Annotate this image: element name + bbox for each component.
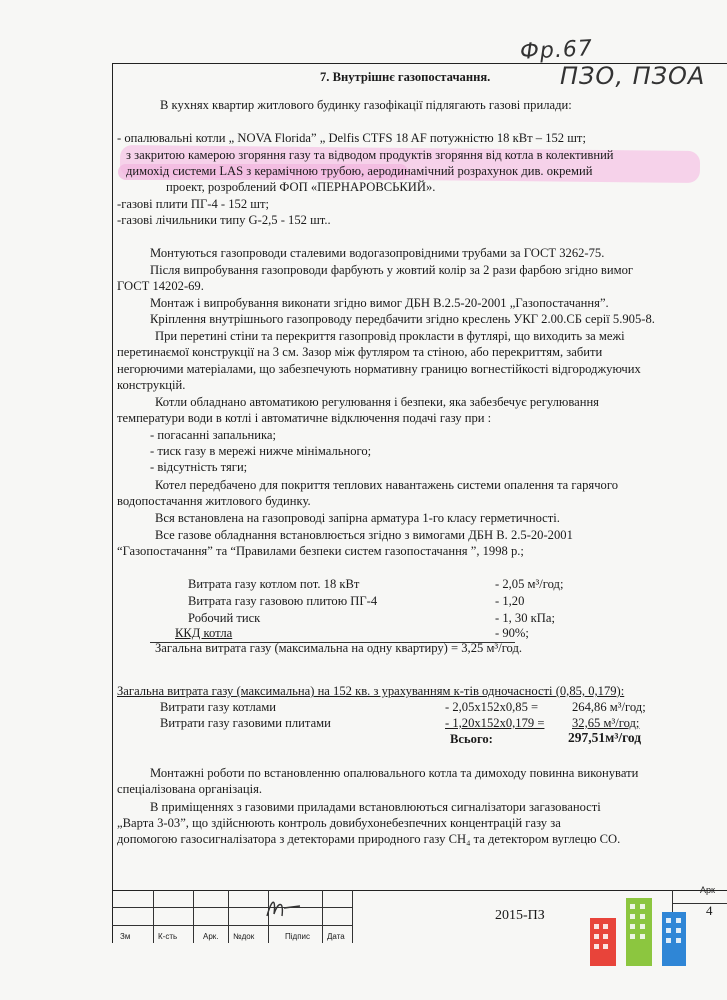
stamp-col-label: Зм (120, 932, 131, 941)
paragraph-line: Все газове обладнання встановлюється згідно з вимогами ДБН В. 2.5-20-2001 (155, 528, 573, 542)
buildings-logo-icon (590, 898, 686, 966)
consumption-label: ККД котла (175, 626, 233, 640)
total-result: 32,65 м³/год; (572, 716, 640, 730)
grand-total-value: 297,51м³/год (568, 730, 642, 745)
sheet-label: Арк (700, 885, 715, 895)
list-item: - погасанні запальника; (150, 428, 276, 442)
document-code: 2015-ПЗ (495, 908, 545, 923)
total-result: 264,86 м³/год; (572, 700, 646, 714)
closing-line: допомогою газосигналізатора з детекторами природного газу СН₄ та детектором вуглецю СО. (117, 832, 621, 846)
appliance-line: димохід системи LAS з керамічною трубою, аеродинамічний розрахунок див. окремий (126, 164, 593, 178)
paragraph-line: Котли обладнано автоматикою регулювання і безпеки, яка забезбечує регулювання (155, 395, 599, 409)
section-title: 7. Внутрішнє газопостачання. (320, 70, 491, 84)
total-formula: - 1,20х152х0,179 = (445, 716, 545, 730)
paragraph-line: Монтуються газопроводи сталевими водогазопровідними трубами за ГОСТ 3262-75. (150, 246, 605, 260)
paragraph-line: перетинаємої конструкції на 3 см. Зазор між футляром та стіною, або перекриттям, забити (117, 345, 603, 359)
appliance-line: - опалювальні котли „ NOVA Florida” „ Delfis CTFS 18 AF потужністю 18 кВт – 152 шт; (117, 131, 586, 145)
consumption-label: Витрата газу котлом пот. 18 кВт (188, 577, 360, 591)
appliance-line: з закритою камерою згоряння газу та відводом продуктів згоряння від котла в колективний (126, 148, 614, 162)
paragraph-line: Після випробування газопроводи фарбують у жовтий колір за 2 рази фарбою згідно вимог (150, 263, 634, 277)
consumption-label: Робочий тиск (188, 611, 261, 625)
paragraph-line: ГОСТ 14202-69. (117, 279, 204, 293)
paragraph-line: конструкцій. (117, 378, 186, 392)
frame-left-border (112, 63, 113, 943)
consumption-value: - 90%; (495, 626, 529, 640)
consumption-value: - 1,20 (495, 594, 525, 608)
closing-line: „Варта 3-03”, що здійснюють контроль довибухонебезпечних концентрацій газу за (117, 816, 561, 830)
handwritten-note-1: Фр.67 (519, 36, 594, 65)
title-block-col (228, 890, 229, 943)
closing-line: В приміщеннях з газовими приладами встановлюються сигналізатори загазованості (150, 800, 601, 814)
stamp-col-label: К-сть (158, 932, 178, 941)
title-block-col (193, 890, 194, 943)
stamp-col-label: Дата (327, 932, 345, 941)
paragraph-line: “Газопостачання” та “Правилами безпеки систем газопостачання ”, 1998 р.; (117, 544, 524, 558)
paragraph-line: Котел передбачено для покриття теплових навантажень системи опалення та гарячого (155, 478, 619, 492)
title-block-col (352, 890, 353, 943)
closing-line: Монтажні роботи по встановленню опалювального котла та димоходу повинна виконувати (150, 766, 639, 780)
paragraph-line: водопостачання житлового будинку. (117, 494, 311, 508)
paragraph-line: Кріплення внутрішнього газопроводу передбачити згідно креслень УКГ 2.00.СБ серії 5.905-8. (150, 312, 655, 326)
appliance-line: -газові лічильники типу G-2,5 - 152 шт.. (117, 213, 331, 227)
total-per-apartment: Загальна витрата газу (максимальна на одну квартиру) = 3,25 м³/год. (155, 641, 523, 655)
handwritten-note-2: ПЗО, ПЗОА (560, 62, 706, 90)
consumption-label: Витрата газу газовою плитою ПГ-4 (188, 594, 378, 608)
title-block-rule (112, 907, 352, 908)
paragraph-line: температури води в котлі і автоматичне відключення подачі газу при : (117, 411, 492, 425)
total-label: Витрати газу газовими плитами (160, 716, 331, 730)
title-block-col (322, 890, 323, 943)
appliance-line: -газові плити ПГ-4 - 152 шт; (117, 197, 269, 211)
consumption-value: - 2,05 м³/год; (495, 577, 564, 591)
list-item: - відсутність тяги; (150, 460, 248, 474)
stamp-col-label: Арк. (203, 932, 219, 941)
paragraph-line: Монтаж і випробування виконати згідно вимог ДБН В.2.5-20-2001 „Газопостачання”. (150, 296, 609, 310)
intro-text: В кухнях квартир житлового будинку газофікації підлягають газові прилади: (160, 98, 572, 112)
stamp-col-label: №док (233, 932, 255, 941)
grand-total-label: Всього: (450, 732, 493, 746)
total-title: Загальна витрата газу (максимальна) на 152 кв. з урахуванням к-тів одночасності (0,85, 0,179): (117, 684, 625, 698)
appliance-line: проект, розроблений ФОП «ПЕРНАРОВСЬКИЙ». (166, 180, 436, 194)
paragraph-line: При перетині стіни та перекриття газопровід прокласти в футлярі, що виходить за межі (155, 329, 625, 343)
signature (264, 894, 304, 929)
consumption-value: - 1, 30 кПа; (495, 611, 555, 625)
stamp-col-label: Підпис (285, 932, 310, 941)
title-block-rule (112, 925, 352, 926)
total-formula: - 2,05х152х0,85 = (445, 700, 539, 714)
paragraph-line: Вся встановлена на газопроводі запірна арматура 1-го класу герметичності. (155, 511, 560, 525)
title-block-col (153, 890, 154, 943)
total-label: Витрати газу котлами (160, 700, 277, 714)
closing-line: спеціалізована організація. (117, 782, 263, 796)
paragraph-line: негорючими матеріалами, що забезпечують нормативну границю вогнестійкості відгороджуючих (117, 362, 641, 376)
list-item: - тиск газу в мережі нижче мінімального; (150, 444, 372, 458)
sheet-number: 4 (706, 903, 713, 918)
